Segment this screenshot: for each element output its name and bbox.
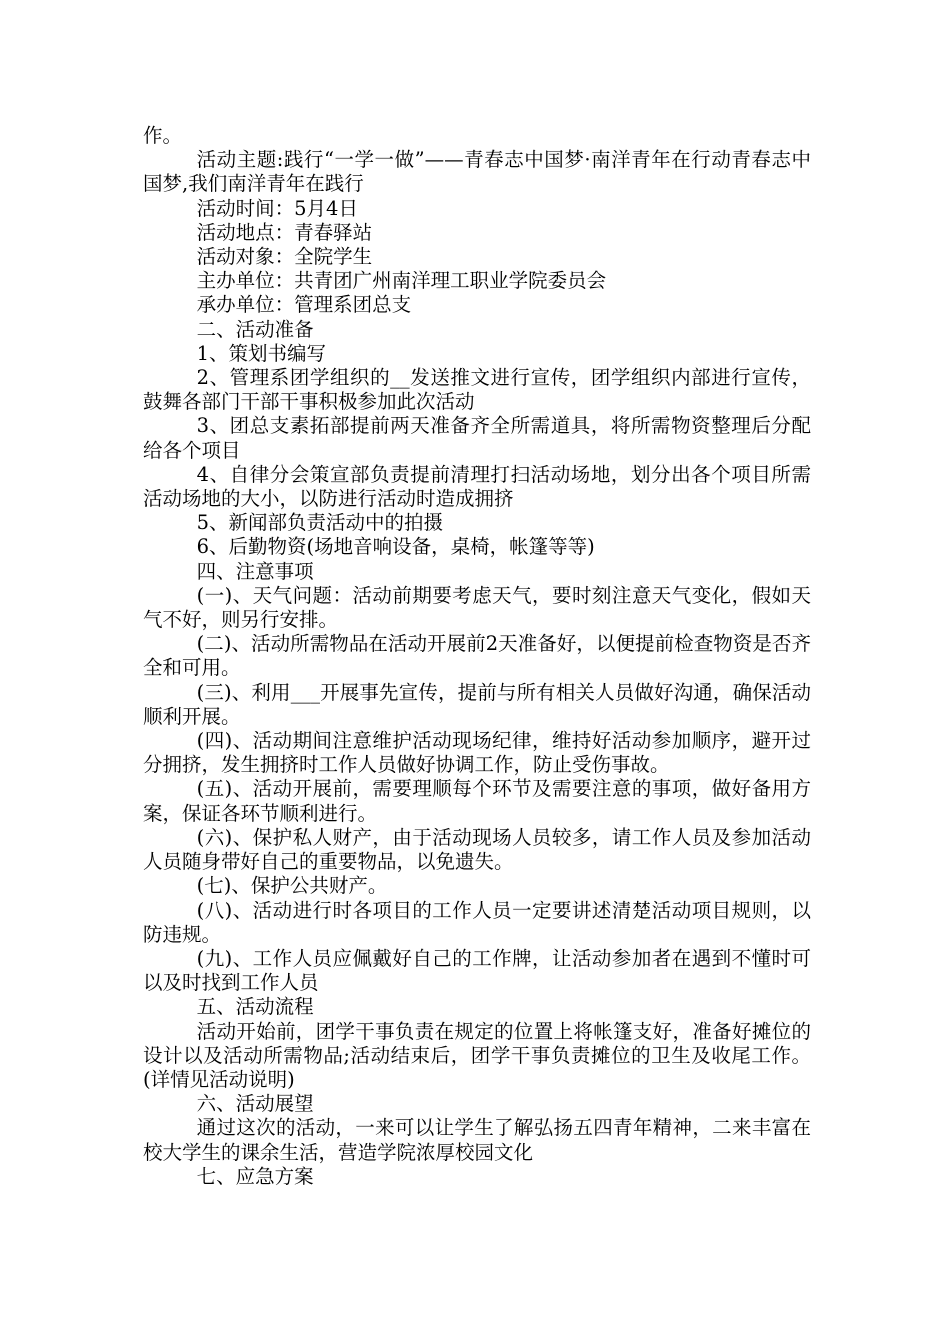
list-item-note-6: (六)、保护私人财产，由于活动现场人员较多，请工作人员及参加活动人员随身带好自己的重要物品，以免遗失。 (143, 825, 811, 874)
list-item-prep-5: 5、新闻部负责活动中的拍摄 (196, 511, 444, 535)
list-item-note-3: (三)、利用___开展事先宣传，提前与所有相关人员做好沟通，确保活动顺利开展。 (143, 680, 811, 728)
section-heading-outlook: 六、活动展望 (196, 1092, 314, 1116)
list-item-note-5: (五)、活动开展前，需要理顺每个环节及需要注意的事项，做好备用方案，保证各环节顺利进行。 (143, 777, 811, 825)
paragraph-activity-audience: 活动对象：全院学生 (196, 245, 373, 269)
list-item-note-8: (八)、活动进行时各项目的工作人员一定要讲述清楚活动项目规则，以防违规。 (143, 898, 811, 946)
paragraph-organizer: 主办单位：共青团广州南洋理工职业学院委员会 (196, 269, 607, 293)
section-heading-notes: 四、注意事项 (196, 559, 314, 583)
list-item-note-7: (七)、保护公共财产。 (196, 874, 388, 898)
paragraph-outlook: 通过这次的活动，一来可以让学生了解弘扬五四青年精神，二来丰富在校大学生的课余生活，营造学院浓厚校园文化 (143, 1116, 811, 1164)
document-body (143, 124, 811, 1189)
list-item-prep-2: 2、管理系团学组织的__发送推文进行宣传，团学组织内部进行宣传，鼓舞各部门干部干事积极参加此次活动 (143, 366, 811, 414)
paragraph-activity-time: 活动时间：5月4日 (196, 196, 358, 220)
list-item-prep-1: 1、策划书编写 (196, 341, 327, 365)
list-item-prep-3: 3、团总支素拓部提前两天准备齐全所需道具，将所需物资整理后分配给各个项目 (143, 414, 811, 462)
list-item-prep-4: 4、自律分会策宣部负责提前清理打扫活动场地，划分出各个项目所需活动场地的大小，以防进行活动时造成拥挤 (143, 462, 811, 511)
list-item-note-1: (一)、天气问题：活动前期要考虑天气，要时刻注意天气变化，假如天气不好，则另行安排。 (143, 583, 811, 632)
paragraph-activity-theme: 活动主题:践行“一学一做”——青春志中国梦·南洋青年在行动青春志中国梦,我们南洋青年在践行 (143, 148, 811, 196)
list-item-note-2: (二)、活动所需物品在活动开展前2天准备好，以便提前检查物资是否齐全和可用。 (143, 632, 811, 680)
paragraph-co-organizer: 承办单位：管理系团总支 (196, 293, 412, 317)
section-heading-process: 五、活动流程 (196, 995, 314, 1019)
section-heading-preparation: 二、活动准备 (196, 317, 314, 341)
list-item-note-4: (四)、活动期间注意维护活动现场纪律，维持好活动参加顺序，避开过分拥挤，发生拥挤时工作人员做好协调工作，防止受伤事故。 (143, 729, 811, 777)
paragraph-process: 活动开始前，团学干事负责在规定的位置上将帐篷支好，准备好摊位的设计以及活动所需物品;活动结束后，团学干事负责摊位的卫生及收尾工作。(详情见活动说明) (143, 1019, 811, 1091)
list-item-note-9: (九)、工作人员应佩戴好自己的工作牌，让活动参加者在遇到不懂时可以及时找到工作人员 (143, 946, 811, 995)
list-item-prep-6: 6、后勤物资(场地音响设备，桌椅，帐篷等等) (196, 535, 595, 559)
section-heading-emergency: 七、应急方案 (196, 1164, 314, 1188)
paragraph-activity-location: 活动地点：青春驿站 (196, 220, 373, 244)
paragraph-continuation: 作。 (143, 124, 183, 147)
